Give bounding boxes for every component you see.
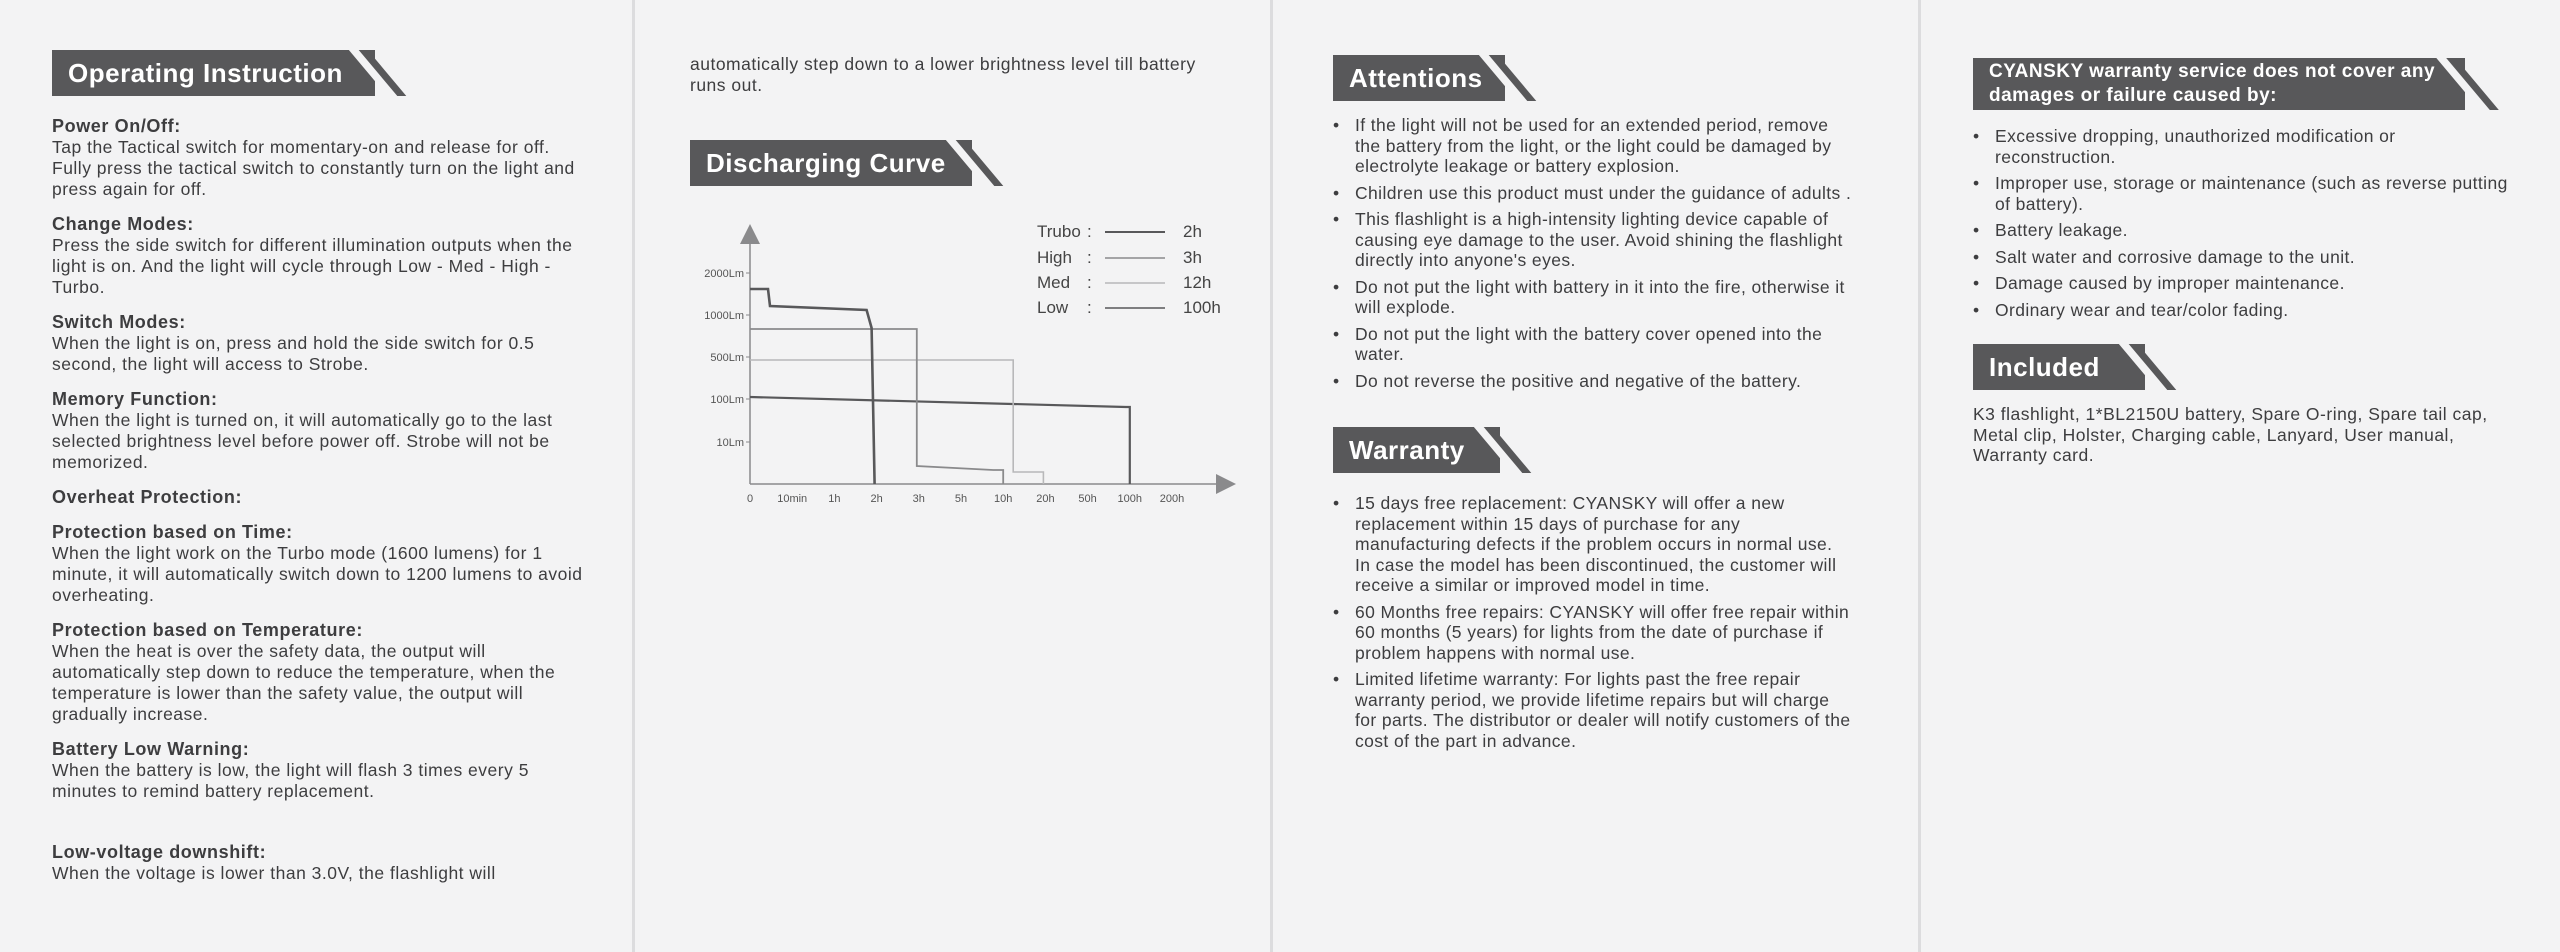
y-tick-label: 10Lm [716,437,744,449]
discharging-chart [690,210,1250,550]
section-title: Power On/Off: [52,116,181,136]
lowvolt-title: Low-voltage downshift: [52,842,267,862]
section-body: When the heat is over the safety data, the output will automatically step down to reduce the temperature, when the temperature is lower than the safety value, the output will gradually increase. [52,641,556,724]
attentions-panel [1333,0,1873,952]
list-item: • Ordinary wear and tear/color fading. [1973,300,2513,321]
warranty-heading: Warranty [1333,427,1873,473]
list-item: • 15 days free replacement: CYANSKY will offer a new replacement within 15 days of purchase for any manufacturing defects if the problem occurs in normal use. In case the model has been discontinued, the customer will receive a similar or improved model in time. [1333,493,1853,596]
coverage-panel [1973,0,2533,952]
legend-sep: : [1087,222,1092,241]
legend-duration: 100h [1183,298,1221,317]
list-item: • Children use this product must under the guidance of adults . [1333,183,1853,204]
x-tick-label: 10min [777,493,808,505]
section-title: Protection based on Temperature: [52,620,363,640]
operating-sections [52,116,592,802]
included-body: K3 flashlight, 1*BL2150U battery, Spare O-ring, Spare tail cap, Metal clip, Holster, Charging cable, Lanyard, User manual, Warranty card. [1973,404,2488,465]
y-tick-label: 1000Lm [704,310,744,322]
series-low-line [750,397,1130,484]
operating-section [52,620,592,725]
legend-sep: : [1087,298,1092,317]
list-item: • Battery leakage. [1973,220,2513,241]
operating-section [52,116,592,200]
legend-duration: 12h [1183,273,1212,292]
legend-label: Low [1037,298,1069,317]
legend-duration: 2h [1183,222,1202,241]
list-item: • Do not put the light with the battery cover opened into the water. [1333,324,1853,365]
attentions-heading: Attentions [1333,55,1873,101]
section-body: When the light work on the Turbo mode (1600 lumens) for 1 minute, it will automatically switch down to 1200 lumens to avoid overheating. [52,543,583,605]
series-trubo-line [750,289,875,484]
discharging-heading: Discharging Curve [690,140,1250,186]
operating-section [52,522,592,606]
x-tick-label: 100h [1117,493,1143,505]
section-title: Protection based on Time: [52,522,293,542]
x-tick-label: 1h [828,493,841,505]
operating-section [52,312,592,375]
attentions-list [1333,115,1853,391]
section-title: Change Modes: [52,214,194,234]
operating-section [52,487,592,508]
list-item: • Limited lifetime warranty: For lights past the free repair warranty period, we provide lifetime repairs but will charge for parts. The distributor or dealer will notify customers of the cost of the part in advance. [1333,669,1853,751]
series-high-line [750,329,1003,484]
operating-section [52,214,592,298]
operating-section [52,389,592,473]
x-tick-label: 5h [954,493,968,505]
section-title: Memory Function: [52,389,218,409]
section-title: Overheat Protection: [52,487,243,507]
list-item: • Salt water and corrosive damage to the unit. [1973,247,2513,268]
legend-sep: : [1087,273,1092,292]
x-tick-label: 2h [870,493,883,505]
legend-label: Trubo [1037,222,1081,241]
legend-duration: 3h [1183,248,1202,267]
x-tick-label: 0 [746,493,754,505]
y-tick-label: 100Lm [710,394,744,406]
section-body: Press the side switch for different illumination outputs when the light is on. And the light will cycle through Low - Med - High - Turbo. [52,235,573,297]
section-body: When the light is on, press and hold the side switch for 0.5 second, the light will access to Strobe. [52,333,535,374]
list-item: • This flashlight is a high-intensity lighting device capable of causing eye damage to the user. Avoid shining the flashlight directly into anyone's eyes. [1333,209,1853,271]
operating-heading: Operating Instruction [52,50,592,96]
y-tick-label: 500Lm [710,352,744,364]
legend-label: High [1037,248,1072,267]
section-body: When the light is turned on, it will automatically go to the last selected brightness level before power off. Strobe will not be memorized. [52,410,553,472]
not-cover-heading-line1: CYANSKY warranty service does not cover any [1989,61,2436,82]
not-cover-heading-line2: damages or failure caused by: [1989,85,2277,106]
section-title: Battery Low Warning: [52,739,250,759]
x-axis-arrow-icon [1216,474,1236,494]
section-title: Switch Modes: [52,312,186,332]
list-item: • If the light will not be used for an extended period, remove the battery from the light, or the light could be damaged by electrolyte leakage or battery explosion. [1333,115,1853,177]
x-tick-label: 50h [1078,493,1097,505]
x-tick-label: 10h [994,493,1013,505]
x-tick-label: 200h [1159,493,1185,505]
lowvolt-body: When the voltage is lower than 3.0V, the flashlight will [52,863,496,883]
operating-section [52,739,592,802]
y-tick-label: 2000Lm [704,268,744,280]
list-item: • Do not reverse the positive and negative of the battery. [1333,371,1853,392]
list-item: • Damage caused by improper maintenance. [1973,273,2513,294]
x-tick-label: 3h [912,493,925,505]
x-tick-label: 20h [1036,493,1055,505]
lowvolt-section [52,842,592,884]
warranty-list [1333,493,1853,751]
list-item: • 60 Months free repairs: CYANSKY will offer free repair within 60 months (5 years) for lights from the date of purchase if problem happens with normal use. [1333,602,1853,664]
included-heading: Included [1973,344,2533,390]
list-item: • Improper use, storage or maintenance (such as reverse putting of battery). [1973,173,2513,214]
legend-label: Med [1037,273,1071,292]
legend-sep: : [1087,248,1092,267]
operating-panel [52,0,592,952]
section-body: Tap the Tactical switch for momentary-on and release for off. Fully press the tactical switch to constantly turn on the light and press again for off. [52,137,575,199]
continued-text: automatically step down to a lower brightness level till battery runs out. [690,54,1196,95]
list-item: • Excessive dropping, unauthorized modification or reconstruction. [1973,126,2513,167]
series-med-line [750,360,1043,484]
y-axis-arrow-icon [740,224,760,244]
not-cover-list [1973,126,2513,320]
list-item: • Do not put the light with battery in it into the fire, otherwise it will explode. [1333,277,1853,318]
section-body: When the battery is low, the light will flash 3 times every 5 minutes to remind battery replacement. [52,760,529,801]
curve-panel [690,0,1250,952]
not-cover-heading [1973,58,2533,110]
